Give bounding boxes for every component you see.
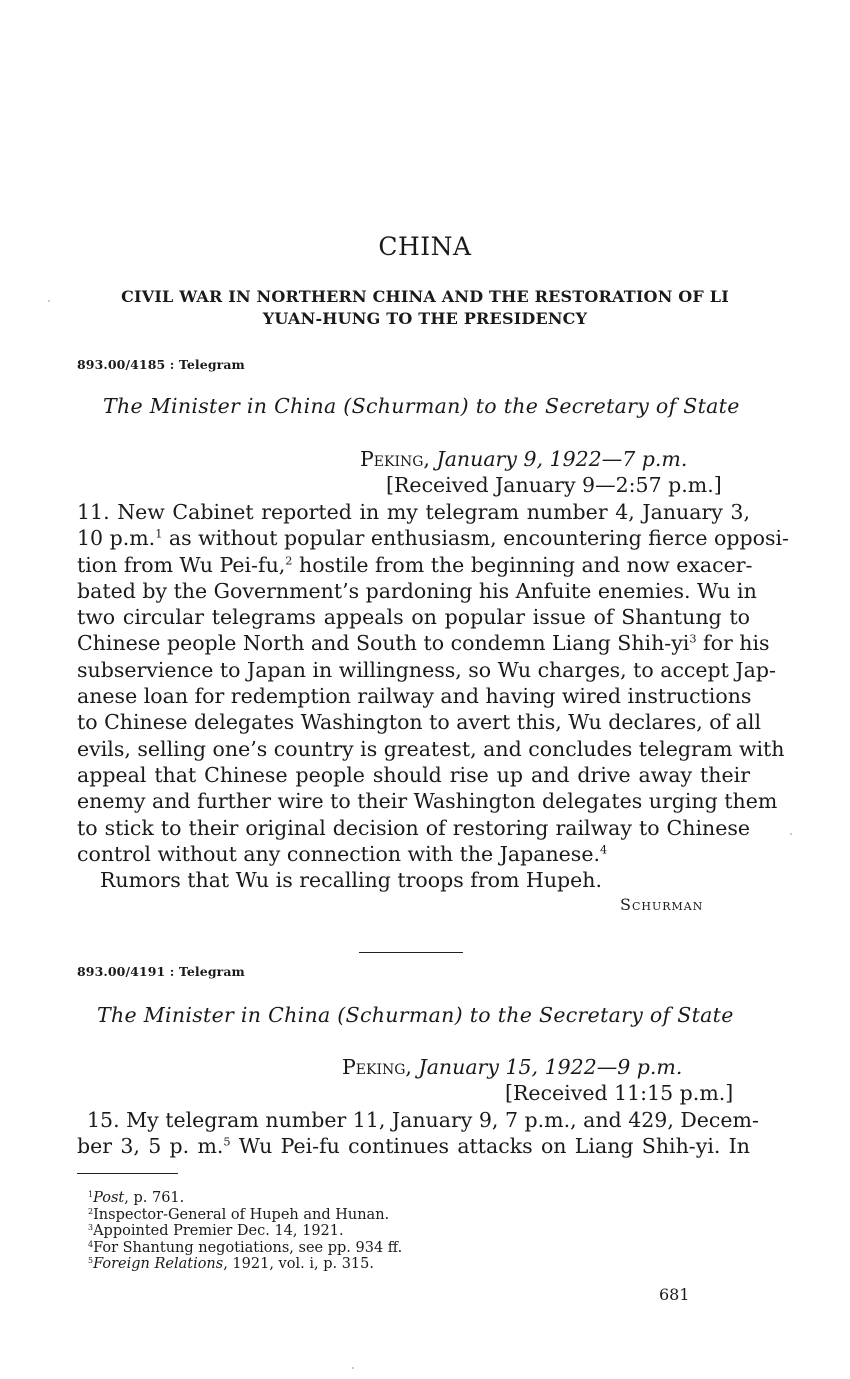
dateline-place: Peking,: [360, 447, 430, 471]
line-text: appeal that Chinese people should rise up and drive away their: [77, 762, 750, 787]
line-text: tion from Wu Pei-fu,: [77, 552, 286, 577]
line-text: Rumors that Wu is recalling troops from Hupeh.: [100, 868, 602, 893]
footnote-rule: [77, 1173, 178, 1174]
footnote-text: For Shantung negotiations, see pp. 934 ff.: [93, 1239, 403, 1256]
footnote-italic: Foreign Relations: [93, 1256, 224, 1273]
footnote-mark: 2: [88, 1206, 94, 1216]
footnote-mark: 3: [88, 1223, 94, 1233]
dateline: [342, 1055, 682, 1079]
line-text: Chinese people North and South to condemn Liang Shih-yi: [77, 631, 690, 656]
footnote: [88, 1256, 402, 1273]
footnotes: [88, 1190, 402, 1273]
section-title: CIVIL WAR IN NORTHERN CHINA AND THE RESTORATION OF LI YUAN-HUNG TO THE PRESIDENCY: [121, 287, 729, 328]
body-line: [77, 630, 770, 656]
footnote: [88, 1207, 402, 1224]
footnote-text: , 1921, vol. i, p. 315.: [223, 1256, 374, 1273]
body-line: [77, 1133, 750, 1159]
chapter-title: CHINA: [378, 232, 472, 261]
footnote-ref[interactable]: 1: [155, 527, 163, 541]
footnote-text: , p. 761.: [124, 1190, 185, 1206]
line-text: enemy and further wire to their Washington delegates urging them: [77, 789, 778, 814]
footnote-ref[interactable]: 2: [285, 554, 293, 568]
line-text: as without popular enthusiasm, encountering fierce opposi-: [162, 526, 789, 551]
body-line: [77, 657, 776, 683]
telegram-heading: The Minister in China (Schurman) to the Secretary of State: [97, 1003, 734, 1027]
line-text: 11. New Cabinet reported in my telegram number 4, January 3,: [77, 500, 750, 524]
dateline: [360, 447, 687, 471]
footnote-ref[interactable]: 5: [223, 1135, 231, 1149]
footnote-mark: 1: [88, 1189, 94, 1199]
line-text: Wu Pei-fu continues attacks on Liang Shih-yi. In: [230, 1134, 750, 1159]
footnote-ref[interactable]: 4: [599, 843, 608, 857]
received-line: [Received 11:15 p.m.]: [505, 1081, 734, 1105]
telegram-heading: The Minister in China (Schurman) to the Secretary of State: [103, 394, 740, 418]
line-text: ber 3, 5 p. m.: [77, 1134, 224, 1159]
footnote-text: Inspector-General of Hupeh and Hunan.: [93, 1206, 390, 1223]
signature: Schurman: [620, 895, 704, 914]
dateline-place: Peking,: [342, 1055, 412, 1079]
body-line: [77, 1107, 759, 1133]
line-text: subservience to Japan in willingness, so Wu charges, to accept Jap-: [77, 657, 776, 682]
body-line: [77, 578, 757, 604]
body-line: [77, 525, 789, 551]
dateline-date: January 15, 1922—9 p.m.: [418, 1055, 683, 1079]
line-text: bated by the Government’s pardoning his Anfuite enemies. Wu in: [77, 578, 757, 603]
scan-speck: [352, 1367, 354, 1369]
footnote: [88, 1223, 402, 1240]
body-line: [77, 815, 750, 841]
body-line: [77, 762, 750, 788]
line-text: control without any connection with the Japanese.: [77, 841, 600, 866]
line-text: to Chinese delegates Washington to avert this, Wu declares, of all: [77, 710, 762, 735]
scan-speck: [48, 300, 50, 302]
telegram-body: [77, 1107, 759, 1160]
line-text: 10 p.m.: [77, 526, 156, 551]
file-number: 893.00/4185 : Telegram: [77, 357, 245, 372]
line-text: two circular telegrams appeals on popular issue of Shantung to: [77, 605, 750, 630]
telegram-body: [77, 499, 789, 893]
line-text: evils, selling one’s country is greatest, and concludes telegram with: [77, 736, 785, 761]
body-line: [77, 841, 750, 867]
footnote: [88, 1190, 402, 1207]
dateline-date: January 9, 1922—7 p.m.: [436, 447, 688, 471]
body-line: [77, 709, 762, 735]
body-line: [77, 683, 750, 709]
body-line: [77, 736, 785, 762]
body-line: [77, 867, 750, 893]
body-line: [77, 604, 750, 630]
footnote-mark: 4: [88, 1239, 94, 1249]
line-text: for his: [696, 631, 770, 656]
body-line: [77, 788, 778, 814]
line-text: 15. My telegram number 11, January 9, 7 p.m., and 429, Decem-: [87, 1108, 759, 1132]
scan-speck: [790, 833, 792, 835]
line-text: anese loan for redemption railway and having wired instructions: [77, 684, 752, 709]
footnote: [88, 1240, 402, 1257]
file-number: 893.00/4191 : Telegram: [77, 964, 245, 979]
footnote-italic: Post: [93, 1190, 125, 1206]
footnote-text: Appointed Premier Dec. 14, 1921.: [93, 1223, 344, 1240]
page-number: 681: [659, 1285, 690, 1304]
section-divider: [359, 952, 463, 953]
footnote-mark: 5: [88, 1256, 94, 1266]
line-text: to stick to their original decision of restoring railway to Chinese: [77, 815, 750, 840]
line-text: hostile from the beginning and now exacer-: [292, 552, 753, 577]
footnote-ref[interactable]: 3: [689, 633, 697, 647]
body-line: [77, 552, 753, 578]
received-line: [Received January 9—2:57 p.m.]: [386, 473, 722, 497]
body-line: [77, 499, 750, 525]
